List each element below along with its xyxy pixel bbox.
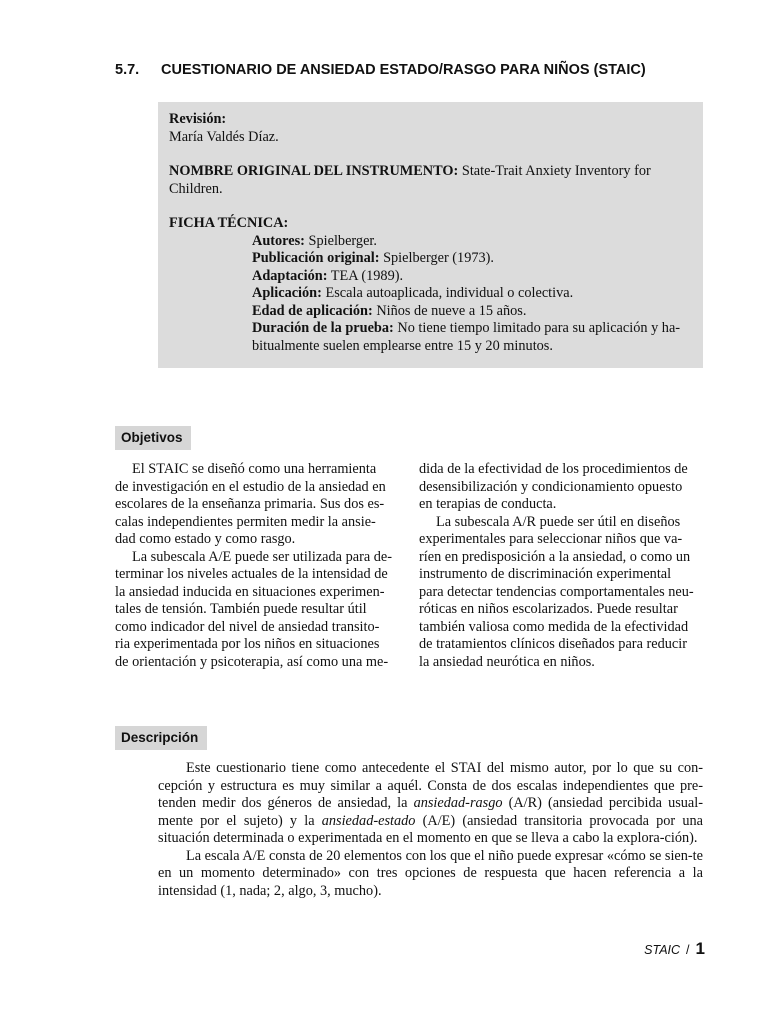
- section-title: [115, 62, 675, 78]
- col-line: dad como estado y como rasgo.: [115, 531, 296, 547]
- col-line: tales de tensión. También puede resultar útil: [115, 601, 367, 617]
- col-line: La subescala A/R puede ser útil en diseños: [436, 513, 681, 530]
- col-line: ríen en predisposición a la ansiedad, o como un: [419, 548, 691, 565]
- col-line: terminar los niveles actuales de la intensidad de: [115, 566, 388, 582]
- descripcion-heading: Descripción: [115, 726, 207, 750]
- ficha-field-publication: Publicación original: Spielberger (1973).: [252, 250, 494, 266]
- revision-name: María Valdés Díaz.: [169, 128, 279, 145]
- col-line: de orientación y psicoterapia, así como una me-: [115, 653, 389, 670]
- ficha-field-duration: Duración de la prueba: No tiene tiempo limitado para su aplicación y ha-: [252, 320, 681, 336]
- revision-label: Revisión:: [169, 111, 227, 127]
- ficha-field-application: Aplicación: Escala autoaplicada, individual o colectiva.: [252, 285, 574, 301]
- col-line: ria experimentada por los niños en situaciones: [115, 636, 380, 652]
- info-box: [158, 102, 703, 368]
- ficha-field-authors: Autores: Spielberger.: [252, 232, 377, 249]
- col-line: La subescala A/E puede ser utilizada para de-: [132, 548, 393, 565]
- col-line: en terapias de conducta.: [419, 496, 557, 512]
- ficha-fields: [169, 233, 693, 356]
- page-footer: [644, 939, 705, 959]
- col-line: instrumento de discriminación experimental: [419, 566, 672, 582]
- footer-separator: /: [686, 943, 690, 957]
- page-number: 1: [695, 939, 705, 958]
- section-title-text: CUESTIONARIO DE ANSIEDAD ESTADO/RASGO PARA NIÑOS (STAIC): [161, 62, 646, 78]
- col-line: la ansiedad neurótica en niños.: [419, 653, 595, 670]
- term-ansiedad-rasgo: ansiedad-rasgo: [413, 795, 503, 811]
- ficha-label: FICHA TÉCNICA:: [169, 215, 289, 231]
- descripcion-paragraph-1: Este cuestionario tiene como antecedente el STAI del mismo autor, por lo que su con-cepción y estructura es muy similar a aquél. Consta de dos escalas independientes que pre-tenden medir dos géneros de ansiedad, la ansiedad-rasgo (A/R) (ansiedad percibida usual-mente por el sujeto) y la ansiedad-estado (A/E) (ansiedad transitoria provocada por una situación determinada o experimentada en el momento en que se lleva a cabo la explora-ción).: [158, 760, 704, 846]
- col-line: también valiosa como medida de la efectividad: [419, 618, 689, 635]
- col-line: para detectar tendencias comportamentales neu-: [419, 583, 694, 600]
- col-line: El STAIC se diseñó como una herramienta: [132, 461, 377, 477]
- descripcion-body: [158, 760, 703, 900]
- col-line: experimentales para seleccionar niños que va-: [419, 531, 683, 547]
- objetivos-right-column: [419, 461, 704, 671]
- ficha-field-duration-cont: bitualmente suelen emplearse entre 15 y 20 minutos.: [252, 337, 553, 354]
- col-line: como indicador del nivel de ansiedad transito-: [115, 618, 380, 635]
- term-ansiedad-estado: ansiedad-estado: [321, 812, 416, 829]
- descripcion-paragraph-2: La escala A/E consta de 20 elementos con los que el niño puede expresar «cómo se sien-te en un momento determinado» con tres opciones de respuesta que hacen referencia a la intensidad (1, nada; 2, algo, 3, mucho).: [158, 847, 703, 899]
- col-line: róticas en niños escolarizados. Puede resultar: [419, 601, 678, 617]
- original-name-line1: State-Trait Anxiety Inventory for: [461, 163, 651, 179]
- ficha-field-age: Edad de aplicación: Niños de nueve a 15 años.: [252, 302, 527, 319]
- footer-label: STAIC: [644, 943, 681, 957]
- objetivos-heading: Objetivos: [115, 426, 191, 450]
- col-line: de investigación en el estudio de la ansiedad en: [115, 478, 386, 495]
- original-name-line2: Children.: [169, 180, 223, 197]
- objetivos-left-column: [115, 461, 400, 671]
- original-name-label: NOMBRE ORIGINAL DEL INSTRUMENTO:: [169, 163, 459, 179]
- col-line: escolares de la enseñanza primaria. Sus dos es-: [115, 496, 385, 512]
- col-line: la ansiedad inducida en situaciones experimen-: [115, 583, 385, 600]
- section-number: 5.7.: [115, 62, 140, 78]
- col-line: dida de la efectividad de los procedimientos de: [419, 461, 688, 477]
- col-line: desensibilización y condicionamiento opuesto: [419, 478, 683, 495]
- col-line: calas independientes permiten medir la ansie-: [115, 513, 376, 530]
- col-line: de tratamientos clínicos diseñados para reducir: [419, 636, 687, 652]
- ficha-field-adaptation: Adaptación: TEA (1989).: [252, 267, 404, 284]
